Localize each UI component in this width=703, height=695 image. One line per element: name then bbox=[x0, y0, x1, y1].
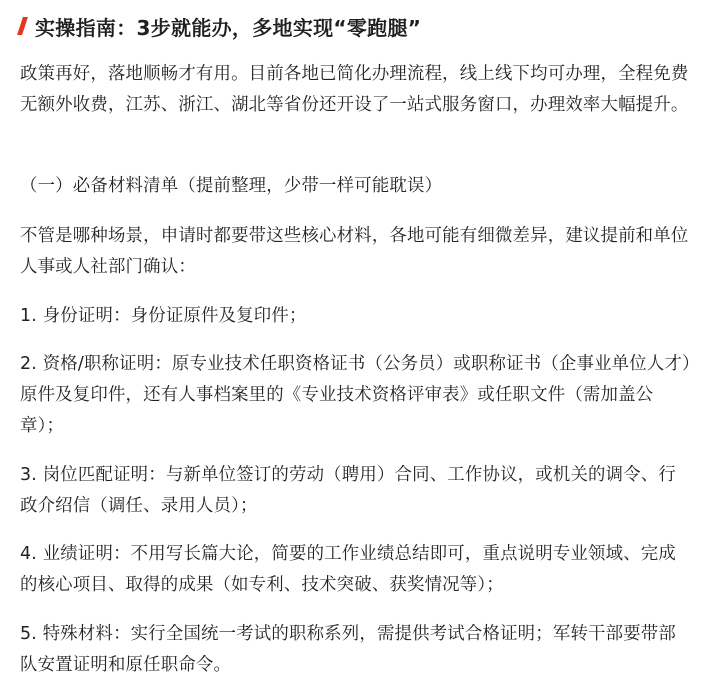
subsection-title: （一）必备材料清单（提前整理，少带一样可能耽误） bbox=[20, 176, 443, 196]
heading-slash-marker bbox=[17, 17, 28, 35]
list-item-job-match: 3. 岗位匹配证明：与新单位签订的劳动（聘用）合同、工作协议，或机关的调令、行政介绍信（调任、录用人员）； bbox=[20, 465, 676, 516]
list-item-special-materials: 5. 特殊材料：实行全国统一考试的职称系列，需提供考试合格证明；军转干部要带部队安置证明和原任职命令。 bbox=[20, 624, 676, 675]
intro-paragraph: 政策再好，落地顺畅才有用。目前各地已简化办理流程，线上线下均可办理，全程免费无额外收费，江苏、浙江、湖北等省份还开设了一站式服务窗口，办理效率大幅提升。 bbox=[20, 64, 689, 115]
section-title: 实操指南：3步就能办，多地实现“零跑腿” bbox=[35, 15, 422, 40]
section-heading bbox=[16, 11, 421, 41]
list-item-qualification: 2. 资格/职称证明：原专业技术任职资格证书（公务员）或职称证书（企事业单位人才）原件及复印件，还有人事档案里的《专业技术资格评审表》或任职文件（需加盖公章）； bbox=[20, 354, 691, 436]
list-item-performance: 4. 业绩证明：不用写长篇大论，简要的工作业绩总结即可，重点说明专业领域、完成的核心项目、取得的成果（如专利、技术突破、获奖情况等）； bbox=[20, 544, 676, 595]
list-item-identity: 1. 身份证明：身份证原件及复印件； bbox=[20, 306, 307, 326]
materials-note-paragraph: 不管是哪种场景，申请时都要带这些核心材料，各地可能有细微差异，建议提前和单位人事或人社部门确认： bbox=[20, 226, 689, 277]
